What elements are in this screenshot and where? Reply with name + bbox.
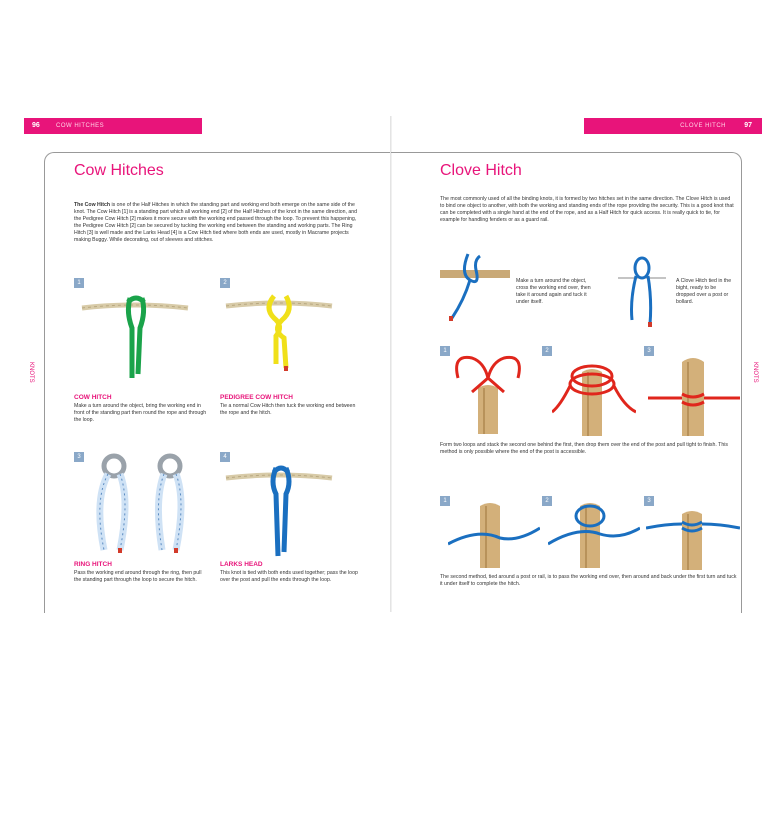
sequence-caption: The second method, tied around a post or rail, is to pass the working end over, then around and back under the first turn and tuck it under itself to complete the hitch. [440,574,737,587]
step-number: 3 [644,496,654,506]
ring-hitch-illustration [84,450,204,556]
step-description: This knot is tied with both ends used together; pass the loop over the post and pull the ends through the loop. [220,570,358,583]
side-tab: KNOTS [752,362,758,383]
clove-step-3-illustration [648,354,740,436]
step-number: 4 [220,452,230,462]
clove-method-2-step-1 [448,498,540,568]
clove-hitch-on-rail-illustration [440,250,510,330]
step-number: 2 [542,346,552,356]
page-title: Cow Hitches [74,162,164,179]
intro-paragraph [74,202,364,244]
right-headband [584,118,762,134]
cow-hitch-illustration [80,288,190,388]
step-heading: COW HITCH [74,394,112,401]
pedigree-cow-hitch-illustration [224,288,334,388]
clove-method-2-step-2 [548,498,640,568]
side-tab: KNOTS [28,362,34,383]
step-number: 1 [74,278,84,288]
step-number: 1 [440,496,450,506]
left-page [24,116,390,612]
larks-head-illustration [224,460,334,560]
running-head: CLOVE HITCH [680,123,726,129]
book-spread [24,116,762,616]
step-number: 2 [220,278,230,288]
sequence-caption: Form two loops and stack the second one behind the first, then drop them over the end of the post and pull tight to finish. This method is only possible where the end of the post is accessible. [440,442,728,455]
intro-text: is one of the Half Hitches in which the standing part and working end both emerge on the same side of the knot. The Cow Hitch [1] is a standing part which all working end [2] of the Half Hitches of the knot in the same direction, and the Pedigree Cow Hitch [2] makes it more secure with the working end passed through the loop. To prevent this happening, the Pedigree Cow Hitch [2] can be secured by tucking the working end between the standing and working parts. The Ring Hitch [3] is well made and the Larks Head [4] is a Cow Hitch tied where both ends are used, mostly in Macrame projects making Buggy. While decorating, out of sleeves and stitches. [74,202,358,243]
step-number: 2 [542,496,552,506]
left-headband [24,118,202,134]
page-number: 96 [32,122,40,129]
clove-hitch-in-bight-illustration [618,250,668,330]
clove-step-1-illustration [448,348,538,434]
intro-paragraph: The most commonly used of all the binding knots, it is formed by two hitches set in the same direction. The Clove Hitch is used to bind one object to another, with both the working and standing ends of the rope providing the security. This is a good knot that can be completed with a single hand at the end of the rope, and as a Half Hitch for quick access. It is really quick to tie, for example for handling fenders or as a guard rail. [440,196,734,223]
intro-lead: The Cow Hitch [74,202,111,208]
page-title: Clove Hitch [440,162,522,179]
step-number: 1 [440,346,450,356]
step-description: Tie a normal Cow Hitch then tuck the working end between the rope and the hitch. [220,403,356,416]
clove-method-2-step-3 [646,500,740,570]
step-number: 3 [644,346,654,356]
clove-step-2-illustration [552,356,636,436]
step-number: 3 [74,452,84,462]
step-heading: PEDIGREE COW HITCH [220,394,293,401]
running-head: COW HITCHES [56,123,105,129]
tied-caption: Make a turn around the object, cross the working end over, then take it around again and tuck it under itself. [516,278,591,305]
step-description: Make a turn around the object, bring the working end in front of the standing part then round the rope and through the loop. [74,403,207,423]
step-description: Pass the working end around through the ring, then pull the standing part through the loop to secure the hitch. [74,570,202,583]
page-number: 97 [744,122,752,129]
tied-caption: A Clove Hitch tied in the bight, ready to be dropped over a post or bollard. [676,278,732,305]
step-heading: RING HITCH [74,561,112,568]
right-page [392,116,762,612]
step-heading: LARKS HEAD [220,561,263,568]
